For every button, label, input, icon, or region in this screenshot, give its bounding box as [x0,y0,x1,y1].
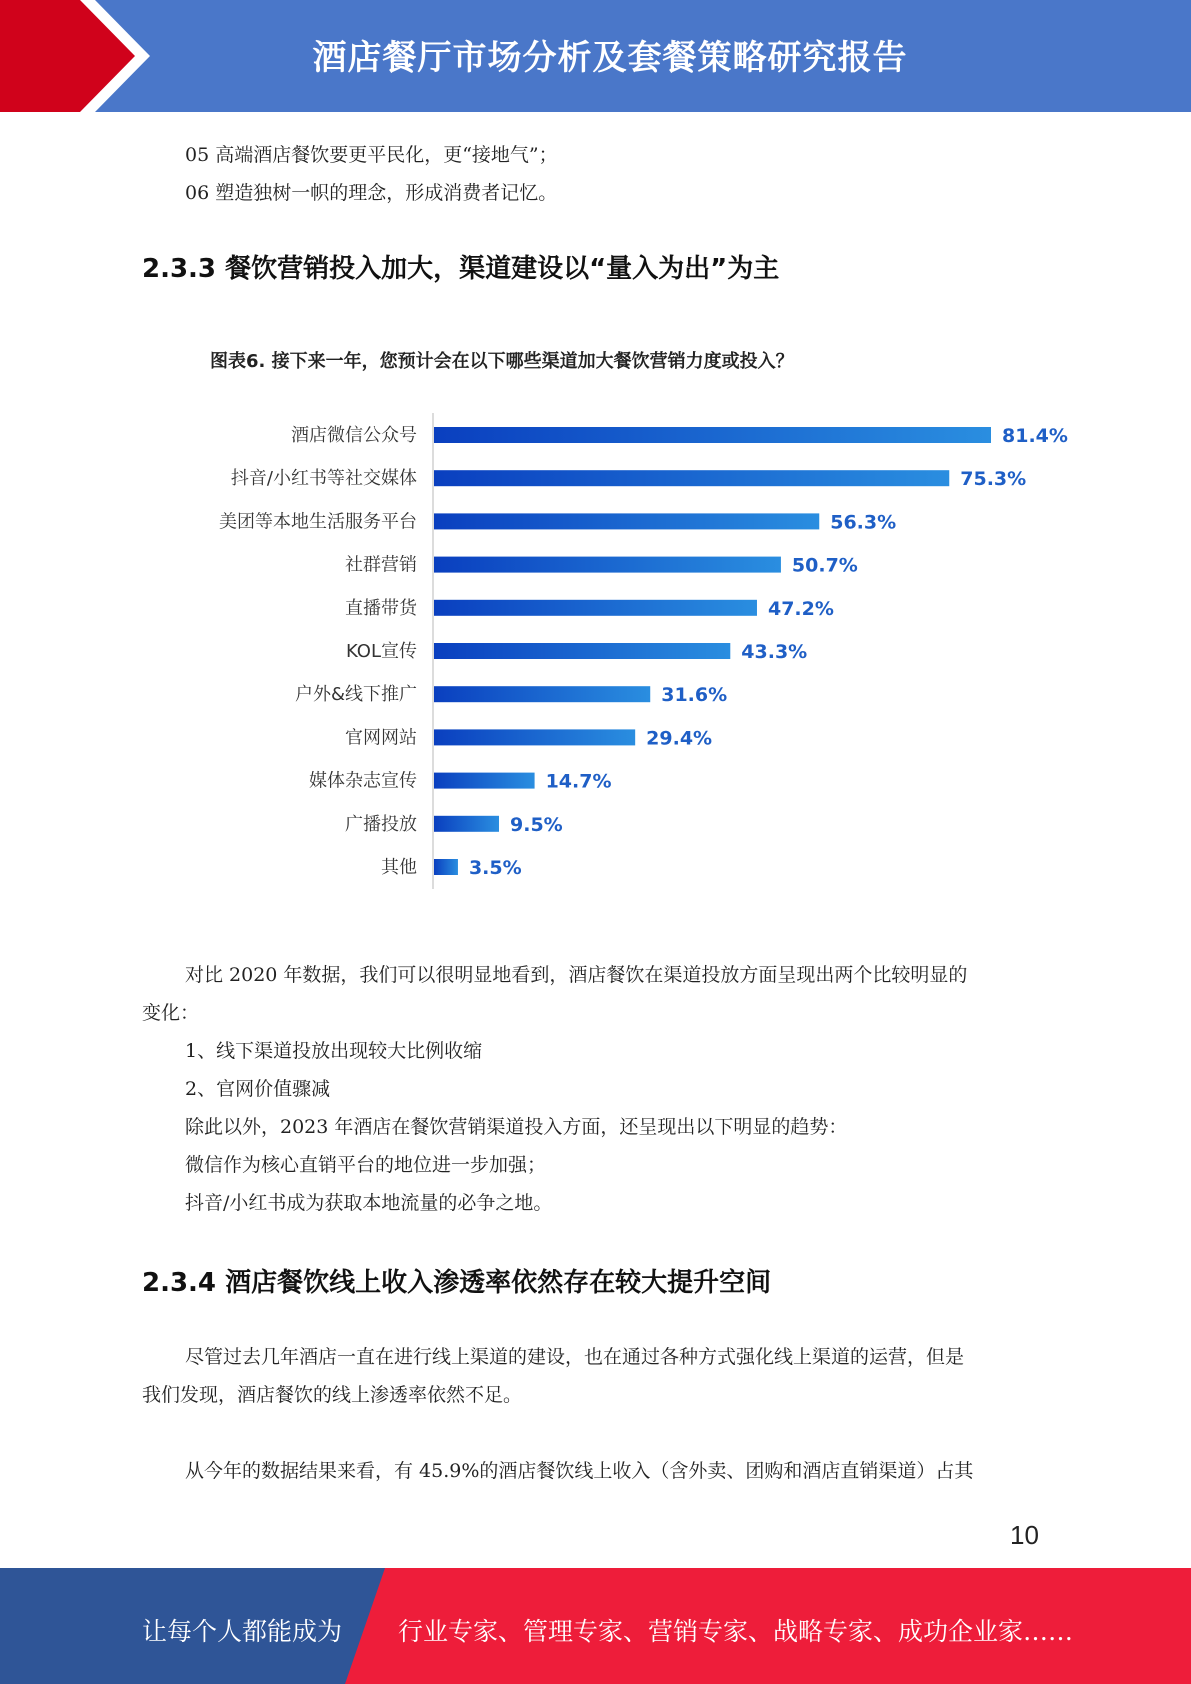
analysis-paragraph-4: 抖音/小红书成为获取本地流量的必争之地。 [185,1192,553,1214]
chart-bar [434,600,757,616]
chart-value-label: 29.4% [646,727,713,750]
analysis-paragraph-2: 除此以外，2023 年酒店在餐饮营销渠道投入方面，还呈现出以下明显的趋势： [185,1116,848,1138]
chart-bar [434,427,991,443]
analysis-paragraph-3: 微信作为核心直销平台的地位进一步加强； [185,1154,547,1176]
chart-value-label: 9.5% [510,813,563,836]
chart-bar [434,816,499,832]
analysis-paragraph-1: 对比 2020 年数据，我们可以很明显地看到，酒店餐饮在渠道投放方面呈现出两个比较明显的 [185,964,968,986]
chart-bar [434,513,819,529]
chart-category-label: 直播带货 [345,597,417,619]
chart-value-label: 56.3% [830,511,897,534]
analysis-item-1: 1、线下渠道投放出现较大比例收缩 [185,1040,483,1062]
page-footer [0,1568,1191,1684]
chart-value-label: 81.4% [1002,425,1068,447]
chart-value-label: 14.7% [545,770,612,793]
bar-chart [180,325,1080,895]
chart-title: 图表6. 接下来一年，您预计会在以下哪些渠道加大餐饮营销力度或投入？ [210,351,794,372]
analysis-item-2: 2、官网价值骤减 [185,1078,331,1100]
chart-category-label: 媒体杂志宣传 [309,770,417,792]
chart-category-label: 社群营销 [345,554,417,576]
chart-value-label: 43.3% [741,641,808,663]
section2-paragraph-2: 从今年的数据结果来看，有 45.9%的酒店餐饮线上收入（含外卖、团购和酒店直销渠道）占其 [185,1460,974,1482]
chart-category-label: 酒店微信公众号 [291,425,417,446]
chart-value-label: 3.5% [468,857,522,879]
chart-bar [434,729,635,745]
chart-canvas [180,325,1080,895]
section2-paragraph-1: 尽管过去几年酒店一直在进行线上渠道的建设，也在通过各种方式强化线上渠道的运营，但是 [185,1346,965,1368]
footer-slogan-right: 行业专家、管理专家、营销专家、战略专家、成功企业家…… [398,1617,1074,1646]
chart-value-label: 31.6% [661,684,728,707]
intro-item-06: 06 塑造独树一帜的理念，形成消费者记忆。 [185,182,558,204]
section2-paragraph-1-cont: 我们发现，酒店餐饮的线上渗透率依然不足。 [142,1384,523,1406]
chart-value-label: 47.2% [767,597,834,620]
intro-item-05: 05 高端酒店餐饮要更平民化，更“接地气”； [185,144,558,166]
chart-value-label: 75.3% [960,468,1027,491]
chart-bar [434,643,730,659]
section-heading-2-3-4: 2.3.4 酒店餐饮线上收入渗透率依然存在较大提升空间 [142,1268,772,1298]
page-header [0,0,1191,112]
analysis-paragraph-1-cont: 变化： [142,1002,200,1024]
chart-category-label: 广播投放 [345,813,417,835]
chart-category-label: KOL宣传 [345,641,417,662]
section-heading-2-3-3: 2.3.3 餐饮营销投入加大，渠道建设以“量入为出”为主 [142,254,780,284]
chart-bar [434,470,949,486]
page-number: 10 [1010,1520,1039,1550]
chart-bar [434,859,458,875]
header-title: 酒店餐厅市场分析及套餐策略研究报告 [312,38,908,78]
chart-category-label: 美团等本地生活服务平台 [219,511,417,533]
chart-bar [434,686,650,702]
chart-category-label: 官网网站 [345,727,417,749]
chart-category-label: 其他 [381,857,417,878]
footer-slogan-left: 让每个人都能成为 [142,1617,343,1646]
chart-bar [434,557,781,573]
chart-category-label: 户外&线下推广 [294,684,417,706]
chart-category-label: 抖音/小红书等社交媒体 [230,468,417,490]
header-red-arrow [0,0,160,112]
chart-value-label: 50.7% [791,554,858,577]
chart-bar [434,773,535,789]
